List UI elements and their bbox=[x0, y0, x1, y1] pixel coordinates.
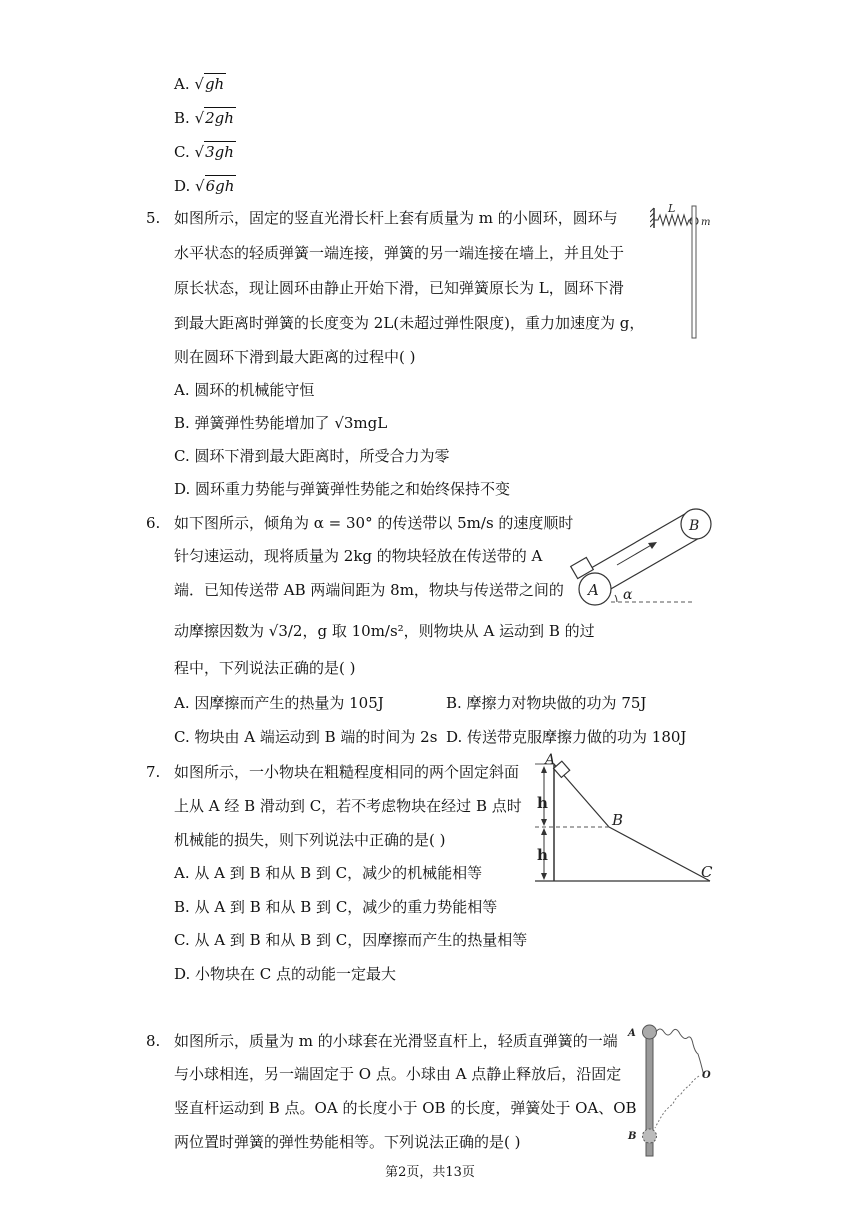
spring-icon bbox=[654, 215, 692, 225]
question-text-line: 到最大距离时弹簧的长度变为 2L(未超过弹性限度)，重力加速度为 g， bbox=[174, 314, 645, 332]
question-text-line: 原长状态，现让圆环由静止开始下滑，已知弹簧原长为 L，圆环下滑 bbox=[174, 279, 624, 297]
label-o: O bbox=[702, 1070, 711, 1081]
sqrt-expression: √6gh bbox=[195, 177, 235, 195]
option-c: C. 从 A 到 B 和从 B 到 C，因摩擦而产生的热量相等 bbox=[174, 931, 528, 949]
radicand: gh bbox=[204, 75, 225, 93]
label-a: A bbox=[628, 1028, 636, 1039]
radicand: 2gh bbox=[205, 109, 234, 127]
question-text-line: 与小球相连，另一端固定于 O 点。小球由 A 点静止释放后，沿固定 bbox=[174, 1065, 622, 1083]
sqrt-expression: √2gh bbox=[194, 109, 234, 127]
label-b: B bbox=[612, 811, 624, 829]
option-letter: D. bbox=[174, 177, 191, 195]
option-b: B. 弹簧弹性势能增加了 √3mgL bbox=[174, 414, 388, 432]
page-footer: 第2页，共13页 bbox=[385, 1165, 475, 1180]
option-b: B. 从 A 到 B 和从 B 到 C，减少的重力势能相等 bbox=[174, 898, 498, 916]
block-icon bbox=[554, 761, 570, 777]
option-letter: B. bbox=[174, 109, 190, 127]
option-d: D. 小物块在 C 点的动能一定最大 bbox=[174, 965, 397, 983]
ball-a-icon bbox=[643, 1025, 657, 1039]
question-number: 5. bbox=[146, 209, 161, 227]
label-alpha: α bbox=[623, 587, 633, 603]
sqrt-expression: √3gh bbox=[194, 143, 234, 161]
question-text-line: 如图所示，一小物块在粗糙程度相同的两个固定斜面 bbox=[174, 763, 520, 781]
radicand: 3gh bbox=[205, 143, 234, 161]
q8-figure bbox=[625, 1018, 720, 1160]
question-text-line: 程中，下列说法正确的是( ) bbox=[174, 659, 356, 677]
question-number: 6. bbox=[146, 514, 161, 532]
option-d: D. 圆环重力势能与弹簧弹性势能之和始终保持不变 bbox=[174, 480, 511, 498]
option-d: D. 传送带克服摩擦力做的功为 180J bbox=[446, 728, 687, 746]
question-number: 8. bbox=[146, 1032, 161, 1050]
option-a: A. 从 A 到 B 和从 B 到 C，减少的机械能相等 bbox=[174, 864, 483, 882]
label-h2: h bbox=[537, 846, 548, 864]
radicand: 6gh bbox=[205, 177, 235, 195]
q4-option-d bbox=[174, 175, 236, 196]
label-h1: h bbox=[537, 794, 548, 812]
option-letter: A. bbox=[174, 75, 190, 93]
option-c: C. 物块由 A 端运动到 B 端的时间为 2s bbox=[174, 728, 438, 746]
question-text-line: 针匀速运动，现将质量为 2kg 的物块轻放在传送带的 A bbox=[174, 547, 543, 565]
question-text-line: 上从 A 经 B 滑动到 C，若不考虑物块在经过 B 点时 bbox=[174, 797, 522, 815]
question-text-line: 两位置时弹簧的弹性势能相等。下列说法正确的是( ) bbox=[174, 1133, 521, 1151]
sqrt-expression: √gh bbox=[194, 75, 225, 93]
label-a: A bbox=[588, 581, 599, 599]
question-text-line: 机械能的损失，则下列说法中正确的是( ) bbox=[174, 831, 446, 849]
option-a: A. 因摩擦而产生的热量为 105J bbox=[174, 694, 384, 712]
question-text-line: 则在圆环下滑到最大距离的过程中( ) bbox=[174, 348, 416, 366]
label-m: m bbox=[701, 217, 711, 228]
question-text-line: 如图所示，质量为 m 的小球套在光滑竖直杆上，轻质直弹簧的一端 bbox=[174, 1032, 618, 1050]
arrow-icon bbox=[648, 542, 657, 549]
q5-figure bbox=[650, 200, 720, 345]
question-text-line: 竖直杆运动到 B 点。OA 的长度小于 OB 的长度，弹簧处于 OA、OB bbox=[174, 1099, 637, 1117]
label-c: C bbox=[701, 863, 713, 881]
option-letter: C. bbox=[174, 143, 190, 161]
q4-option-c bbox=[174, 141, 236, 162]
option-c: C. 圆环下滑到最大距离时，所受合力为零 bbox=[174, 447, 450, 465]
label-a: A bbox=[545, 752, 556, 768]
rod-icon bbox=[692, 206, 696, 338]
label-b: B bbox=[628, 1131, 637, 1142]
question-text-line: 如下图所示，倾角为 α = 30° 的传送带以 5m/s 的速度顺时 bbox=[174, 514, 574, 532]
question-text-line: 动摩擦因数为 √3/2，g 取 10m/s²，则物块从 A 运动到 B 的过 bbox=[174, 622, 595, 640]
question-text-line: 如图所示，固定的竖直光滑长杆上套有质量为 m 的小圆环，圆环与 bbox=[174, 209, 618, 227]
option-b: B. 摩擦力对物块做的功为 75J bbox=[446, 694, 647, 712]
ball-b-icon bbox=[643, 1129, 657, 1143]
option-a: A. 圆环的机械能守恒 bbox=[174, 381, 315, 399]
label-l: L bbox=[668, 202, 676, 215]
spring-icon bbox=[656, 1029, 704, 1076]
question-text-line: 端．已知传送带 AB 两端间距为 8m，物块与传送带之间的 bbox=[174, 581, 564, 599]
q7-figure bbox=[525, 750, 720, 885]
question-text-line: 水平状态的轻质弹簧一端连接，弹簧的另一端连接在墙上，并且处于 bbox=[174, 244, 625, 262]
label-b: B bbox=[689, 518, 700, 534]
q6-figure bbox=[565, 505, 730, 610]
q4-option-b bbox=[174, 107, 236, 128]
q4-option-a bbox=[174, 73, 226, 94]
question-number: 7. bbox=[146, 763, 161, 781]
